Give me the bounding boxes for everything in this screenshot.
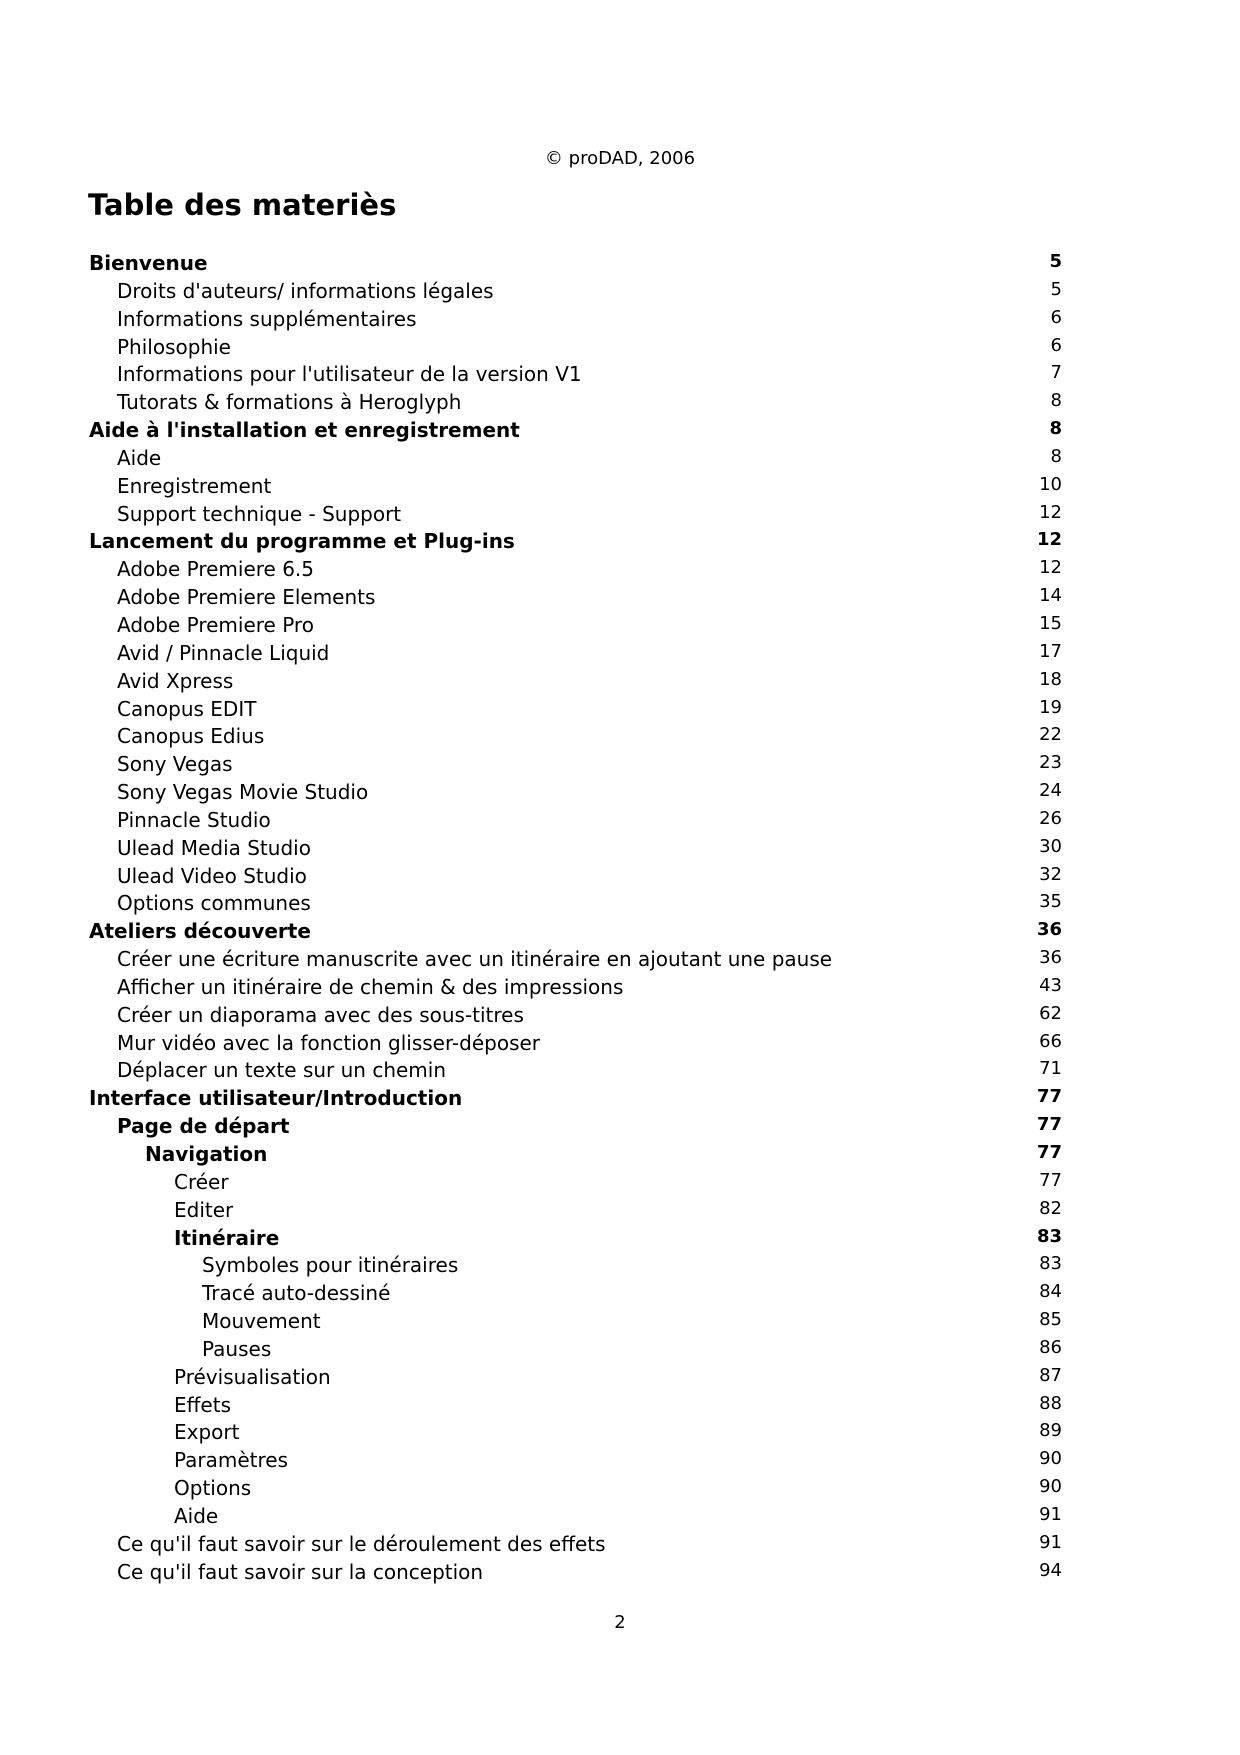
toc-entry[interactable] (0, 584, 1240, 612)
toc-entry[interactable] (0, 250, 1240, 278)
toc-entry-page: 5 (1049, 251, 1062, 272)
toc-entry[interactable] (0, 1503, 1240, 1531)
toc-entry-title: Options communes (117, 891, 311, 916)
toc-entry-page: 77 (1036, 1142, 1062, 1163)
toc-entry[interactable] (0, 501, 1240, 529)
toc-entry-title: Adobe Premiere Elements (117, 585, 376, 610)
toc-entry-page: 19 (1039, 696, 1062, 718)
toc-entry-title: Ateliers découverte (89, 919, 311, 944)
toc-entry-page: 5 (1050, 278, 1062, 300)
toc-entry[interactable] (0, 1531, 1240, 1559)
toc-entry-page: 12 (1036, 529, 1062, 551)
toc-entry[interactable] (0, 1392, 1240, 1420)
toc-entry[interactable] (0, 1475, 1240, 1503)
toc-entry-title: Aide (174, 1503, 219, 1528)
toc-entry-title: Effets (174, 1392, 231, 1417)
toc-entry-title: Droits d'auteurs/ informations légales (117, 278, 494, 303)
toc-entry[interactable] (0, 389, 1240, 417)
toc-entry-title: Prévisualisation (174, 1364, 331, 1389)
toc-entry-page: 84 (1039, 1281, 1062, 1303)
toc-entry-title: Export (174, 1420, 240, 1445)
toc-entry-title: Déplacer un texte sur un chemin (117, 1058, 447, 1083)
toc-entry-page: 88 (1039, 1392, 1062, 1414)
toc-entry-page: 6 (1050, 334, 1062, 356)
toc-entry-page: 24 (1039, 780, 1062, 802)
toc-entry[interactable] (0, 1002, 1240, 1030)
toc-entry[interactable] (0, 1252, 1240, 1280)
toc-entry-title: Créer une écriture manuscrite avec un itinéraire en ajoutant une pause (117, 947, 833, 972)
toc-entry-title: Sony Vegas (117, 752, 233, 777)
toc-entry[interactable] (0, 334, 1240, 362)
toc-entry[interactable] (0, 1225, 1240, 1253)
toc-entry-page: 82 (1039, 1197, 1062, 1219)
toc-entry[interactable] (0, 1280, 1240, 1308)
toc-entry-page: 22 (1039, 724, 1062, 746)
toc-entry[interactable] (0, 1057, 1240, 1085)
toc-entry-title: Ce qu'il faut savoir sur la conception (117, 1559, 484, 1584)
toc-entry-page: 83 (1039, 1253, 1062, 1275)
toc-entry-page: 94 (1039, 1559, 1062, 1581)
toc-entry-title: Ulead Media Studio (117, 835, 311, 860)
toc-entry-title: Mur vidéo avec la fonction glisser-déposer (117, 1030, 541, 1055)
toc-entry-page: 12 (1039, 557, 1062, 579)
toc-entry-page: 17 (1039, 640, 1062, 662)
toc-entry-page: 90 (1039, 1448, 1062, 1470)
toc-entry[interactable] (0, 640, 1240, 668)
toc-entry[interactable] (0, 751, 1240, 779)
toc-entry[interactable] (0, 556, 1240, 584)
toc-entry-page: 89 (1039, 1420, 1062, 1442)
toc-entry-title: Ce qu'il faut savoir sur le déroulement des effets (117, 1531, 606, 1556)
toc-entry[interactable] (0, 668, 1240, 696)
toc-entry-page: 66 (1039, 1030, 1062, 1052)
page-title: Table des materiès (88, 188, 397, 222)
toc-entry-title: Créer (174, 1169, 229, 1194)
toc-entry-title: Sony Vegas Movie Studio (117, 780, 369, 805)
toc-entry-page: 35 (1039, 891, 1062, 913)
toc-entry-page: 36 (1036, 919, 1062, 941)
toc-entry-title: Pauses (202, 1336, 272, 1361)
toc-entry-page: 71 (1039, 1058, 1062, 1080)
toc-entry-title: Bienvenue (89, 251, 208, 275)
toc-entry-title: Mouvement (202, 1309, 321, 1334)
toc-entry-title: Avid Xpress (117, 668, 234, 693)
toc-entry[interactable] (0, 946, 1240, 974)
toc-entry-page: 26 (1039, 807, 1062, 829)
toc-entry[interactable] (0, 807, 1240, 835)
toc-entry-page: 14 (1039, 585, 1062, 607)
toc-entry-title: Itinéraire (174, 1225, 280, 1250)
toc-entry-title: Canopus EDIT (117, 696, 257, 721)
toc-entry-page: 91 (1039, 1531, 1062, 1553)
toc-entry-page: 12 (1039, 501, 1062, 523)
toc-entry-page: 15 (1039, 612, 1062, 634)
toc-entry[interactable] (0, 1447, 1240, 1475)
toc-entry[interactable] (0, 417, 1240, 445)
toc-entry[interactable] (0, 890, 1240, 918)
toc-entry-page: 23 (1039, 752, 1062, 774)
toc-entry-page: 91 (1039, 1503, 1062, 1525)
toc-entry[interactable] (0, 1085, 1240, 1113)
toc-entry-page: 8 (1050, 445, 1062, 467)
toc-entry-title: Lancement du programme et Plug-ins (89, 529, 515, 554)
toc-entry-title: Pinnacle Studio (117, 807, 271, 832)
toc-entry-title: Editer (174, 1197, 234, 1222)
toc-entry-page: 43 (1039, 974, 1062, 996)
toc-entry-title: Avid / Pinnacle Liquid (117, 640, 330, 665)
toc-entry-title: Interface utilisateur/Introduction (89, 1086, 463, 1111)
toc-entry[interactable] (0, 278, 1240, 306)
toc-entry[interactable] (0, 863, 1240, 891)
toc-entry-title: Informations supplémentaires (117, 306, 417, 331)
toc-entry[interactable] (0, 974, 1240, 1002)
page-header-copyright: © proDAD, 2006 (544, 148, 696, 169)
toc-entry[interactable] (0, 1113, 1240, 1141)
toc-entry[interactable] (0, 1364, 1240, 1392)
toc-entry-title: Symboles pour itinéraires (202, 1253, 459, 1278)
toc-entry-page: 32 (1039, 863, 1062, 885)
toc-entry-title: Tracé auto-dessiné (202, 1281, 391, 1306)
toc-entry-page: 8 (1050, 390, 1062, 412)
toc-entry-title: Aide à l'installation et enregistrement (89, 418, 520, 443)
toc-entry-title: Philosophie (117, 334, 231, 359)
toc-entry-page: 30 (1039, 835, 1062, 857)
toc-entry-page: 86 (1039, 1336, 1062, 1358)
toc-entry[interactable] (0, 361, 1240, 389)
toc-entry-title: Options (174, 1476, 252, 1501)
toc-entry[interactable] (0, 918, 1240, 946)
toc-entry-page: 83 (1036, 1225, 1062, 1247)
toc-entry-page: 62 (1039, 1002, 1062, 1024)
toc-entry[interactable] (0, 1169, 1240, 1197)
toc-entry-page: 87 (1039, 1364, 1062, 1386)
toc-entry[interactable] (0, 835, 1240, 863)
toc-entry[interactable] (0, 528, 1240, 556)
toc-entry-page: 85 (1039, 1309, 1062, 1331)
toc-entry-page: 77 (1036, 1086, 1062, 1108)
toc-entry-page: 36 (1039, 947, 1062, 969)
toc-entry[interactable] (0, 779, 1240, 807)
toc-entry[interactable] (0, 1141, 1240, 1169)
toc-entry[interactable] (0, 612, 1240, 640)
toc-entry-page: 7 (1050, 362, 1062, 384)
toc-entry[interactable] (0, 1197, 1240, 1225)
toc-entry-title: Canopus Edius (117, 724, 265, 749)
toc-entry-title: Tutorats & formations à Heroglyph (117, 390, 462, 415)
toc-entry[interactable] (0, 696, 1240, 724)
toc-entry-page: 8 (1049, 418, 1062, 440)
toc-entry-title: Adobe Premiere 6.5 (117, 557, 315, 582)
toc-entry-title: Informations pour l'utilisateur de la version V1 (117, 362, 582, 387)
page-number: 2 (614, 1612, 626, 1633)
toc-entry[interactable] (0, 1336, 1240, 1364)
toc-entry-title: Adobe Premiere Pro (117, 612, 314, 637)
toc-entry[interactable] (0, 306, 1240, 334)
toc-entry[interactable] (0, 445, 1240, 473)
toc-entry[interactable] (0, 473, 1240, 501)
toc-entry[interactable] (0, 1419, 1240, 1447)
toc-entry-page: 18 (1039, 668, 1062, 690)
toc-entry-title: Navigation (145, 1142, 268, 1166)
toc-entry[interactable] (0, 1030, 1240, 1058)
toc-entry-page: 90 (1039, 1476, 1062, 1498)
toc-entry[interactable] (0, 1559, 1240, 1587)
toc-entry-title: Page de départ (117, 1114, 290, 1139)
toc-entry-page: 77 (1036, 1114, 1062, 1136)
toc-entry-page: 6 (1050, 306, 1062, 328)
toc-entry-title: Ulead Video Studio (117, 863, 307, 888)
toc-entry[interactable] (0, 723, 1240, 751)
toc-entry[interactable] (0, 1308, 1240, 1336)
toc-entry-page: 77 (1039, 1169, 1062, 1191)
table-of-contents (0, 250, 1240, 1587)
toc-entry-title: Afficher un itinéraire de chemin & des impressions (117, 974, 624, 999)
toc-entry-title: Aide (117, 445, 162, 470)
toc-entry-title: Paramètres (174, 1448, 289, 1473)
toc-entry-title: Créer un diaporama avec des sous-titres (117, 1002, 524, 1027)
toc-entry-page: 10 (1039, 473, 1062, 495)
toc-entry-title: Enregistrement (117, 473, 272, 498)
toc-entry-title: Support technique - Support (117, 501, 402, 526)
